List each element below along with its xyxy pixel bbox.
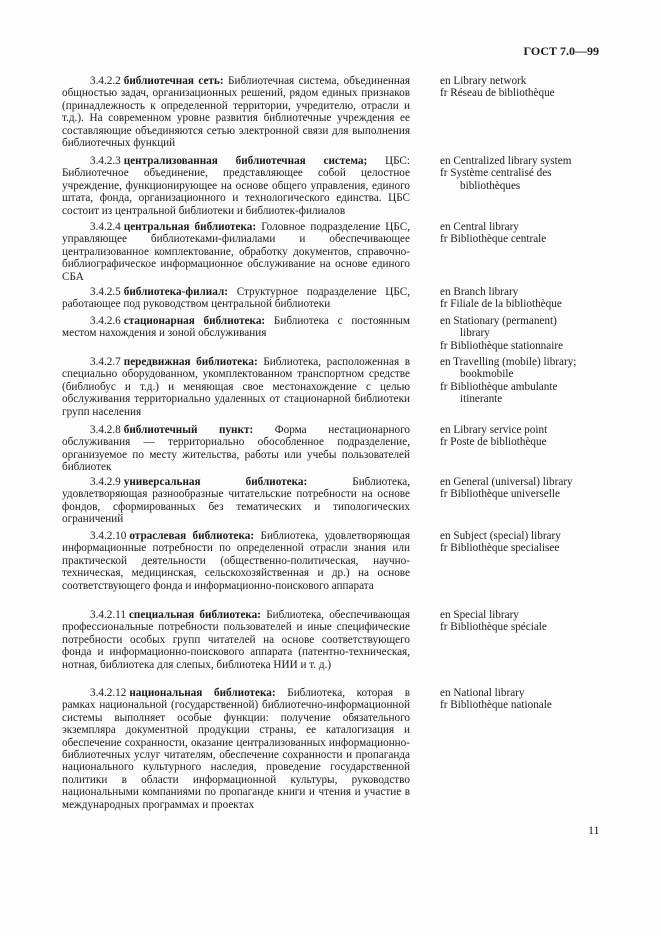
term-name: центральная библиотека: — [123, 221, 257, 233]
term-number: 3.4.2.2 — [90, 75, 121, 87]
term-name: специальная библиотека: — [128, 609, 262, 621]
term-definition — [62, 476, 410, 526]
french-equivalent-continuation: itinerante — [460, 393, 503, 406]
english-equivalent: en Stationary (permanent) — [440, 315, 557, 327]
english-equivalent: en General (universal) library — [440, 476, 573, 488]
english-equivalent: en Library service point — [440, 424, 548, 436]
term-translations — [440, 687, 600, 712]
term-text: Структурное подразделение ЦБС, работающее под руководством центральной библиотеки — [62, 286, 410, 311]
page-header-standard-code: ГОСТ 7.0—99 — [523, 44, 599, 58]
term-text: Библиотека, обеспечивающая профессиональные потребности пользователей и иные специфические потребности особых групп читателей на основе соответствующего фонда и информационно-поискового аппарата (патентно-техническая, нотная, библиотека для слепых, библиотека НИИ и т. д.) — [62, 609, 411, 671]
term-translations — [440, 221, 600, 246]
term-name: библиотечная сеть: — [123, 75, 224, 87]
term-definition — [62, 609, 410, 671]
term-translations — [440, 356, 600, 406]
term-name: национальная библиотека: — [129, 687, 276, 699]
term-definition — [62, 530, 410, 592]
term-text: Библиотека с постоянным местом нахождения и зоной обслуживания — [62, 315, 410, 340]
term-text: Библиотека, расположенная в специально оборудованном, укомплектованном транспортном средстве (библиобус и т.д.) и меняющая свое местонахождение с целью обслуживания территориально удаленных от стационарной библиотеки групп населения — [62, 356, 410, 418]
term-number: 3.4.2.3 — [90, 155, 121, 167]
term-number: 3.4.2.10 — [90, 530, 127, 542]
english-equivalent: en Travelling (mobile) library; — [440, 356, 577, 368]
term-number: 3.4.2.6 — [90, 315, 121, 327]
french-equivalent: fr Bibliothèque spéciale — [440, 621, 547, 634]
term-name: стационарная библиотека: — [123, 315, 266, 327]
term-definition — [62, 687, 410, 811]
french-equivalent: fr Filiale de la bibliothèque — [440, 298, 562, 311]
term-number: 3.4.2.8 — [90, 424, 121, 436]
french-equivalent: fr Bibliothèque stationnaire — [440, 339, 564, 352]
term-translations — [440, 476, 600, 501]
french-equivalent: fr Système centralisé des — [440, 167, 552, 180]
term-translations — [440, 155, 600, 192]
term-definition — [62, 221, 410, 283]
term-number: 3.4.2.5 — [90, 286, 121, 298]
term-text: Библиотека, которая в рамках национальной (государственной) библиотечно-информационной системы выполняет особые функции: получение обязательного экземпляра документной продукции страны, ее каталогизация и обеспечение сохранности, оказание централизованных информационно-библиотечных услуг читателям, обеспечение сохранности и пропаганда национального культурного наследия, проведение государственной политики в области информационной культуры, руководство национальными компаниями по пропаганде книги и чтения и участие в международных программах и проектах — [62, 687, 410, 811]
english-equivalent: en Library network — [440, 75, 527, 87]
term-name: библиотечный пункт: — [123, 424, 254, 436]
term-name: библиотека-филиал: — [123, 286, 228, 298]
english-equivalent: en Central library — [440, 221, 519, 233]
french-equivalent: fr Bibliothèque universelle — [440, 488, 560, 501]
term-definition — [62, 155, 410, 217]
english-equivalent: en Subject (special) library — [440, 530, 561, 542]
term-name: универсальная библиотека: — [123, 476, 308, 488]
term-definition — [62, 356, 410, 418]
english-equivalent: en Special library — [440, 609, 519, 621]
term-text: Библиотека, удовлетворяющая информационные потребности по определенной отрасли знания или практической деятельности (общественно-политическая, научно-техническая, медицинская, сельскохозяйственная и др.) на основе соответствующего фонда и информационно-поискового аппарата — [62, 530, 410, 592]
french-equivalent: fr Bibliothèque nationale — [440, 699, 552, 712]
term-definition — [62, 286, 410, 311]
term-text: Головное подразделение ЦБС, управляющее библиотеками-филиалами и обеспечивающее централизованное комплектование, обработку документов, справочно-библиографическое информационное обслуживание на основе единого СБА — [62, 221, 410, 283]
term-number: 3.4.2.9 — [90, 476, 121, 488]
english-equivalent: en National library — [440, 687, 525, 699]
term-text: Библиотечная система, объединенная общностью задач, организационных решений, рядом единых признаков (принадлежность к определенной территории, учредителю, отрасли и т.д.). На современном уровне развития библиотечные учреждения ее составляющие объединяются сетью электронной связи для выполнения библиотечных функций — [62, 75, 411, 150]
french-equivalent: fr Bibliothèque centrale — [440, 233, 547, 246]
term-definition — [62, 315, 410, 340]
term-text: ЦБС: Библиотечное объединение, представляющее собой целостное учреждение, функционирующее на основе общего управления, единого штата, фонда, организационного и технологического единства. ЦБС состоит из центральной библиотеки и библиотек-филиалов — [62, 155, 410, 217]
english-equivalent-continuation: bookmobile — [460, 368, 514, 381]
french-equivalent: fr Poste de bibliothèque — [440, 436, 547, 449]
term-translations — [440, 286, 600, 311]
term-definition — [62, 75, 410, 149]
term-name: передвижная библиотека: — [123, 356, 258, 368]
french-equivalent: fr Bibliothèque specialisee — [440, 542, 560, 555]
page-number: 11 — [588, 823, 600, 837]
french-equivalent: fr Réseau de bibliothèque — [440, 87, 555, 100]
term-name: централизованная библиотечная система; — [123, 155, 368, 167]
term-number: 3.4.2.7 — [90, 356, 121, 368]
english-equivalent-continuation: library — [460, 327, 490, 340]
term-translations — [440, 609, 600, 634]
term-translations — [440, 424, 600, 449]
term-definition — [62, 424, 410, 474]
term-name: отраслевая библиотека: — [129, 530, 255, 542]
term-translations — [440, 75, 600, 100]
french-equivalent-continuation: bibliothèques — [460, 179, 521, 192]
term-translations — [440, 530, 600, 555]
term-number: 3.4.2.12 — [90, 687, 127, 699]
english-equivalent: en Centralized library system — [440, 155, 572, 167]
english-equivalent: en Branch library — [440, 286, 519, 298]
french-equivalent: fr Bibliothèque ambulante — [440, 380, 558, 393]
term-text: Библиотека, удовлетворяющая разнообразные читательские потребности на основе фондов, сформированных без тематических и типологических ограничений — [62, 476, 410, 526]
term-number: 3.4.2.4 — [90, 221, 121, 233]
term-text: Форма нестационарного обслуживания — территориально обособленное подразделение, организуемое по месту жительства, работы или учебы пользователей библиотек — [62, 424, 410, 474]
term-translations — [440, 315, 600, 352]
term-number: 3.4.2.11 — [90, 609, 126, 621]
